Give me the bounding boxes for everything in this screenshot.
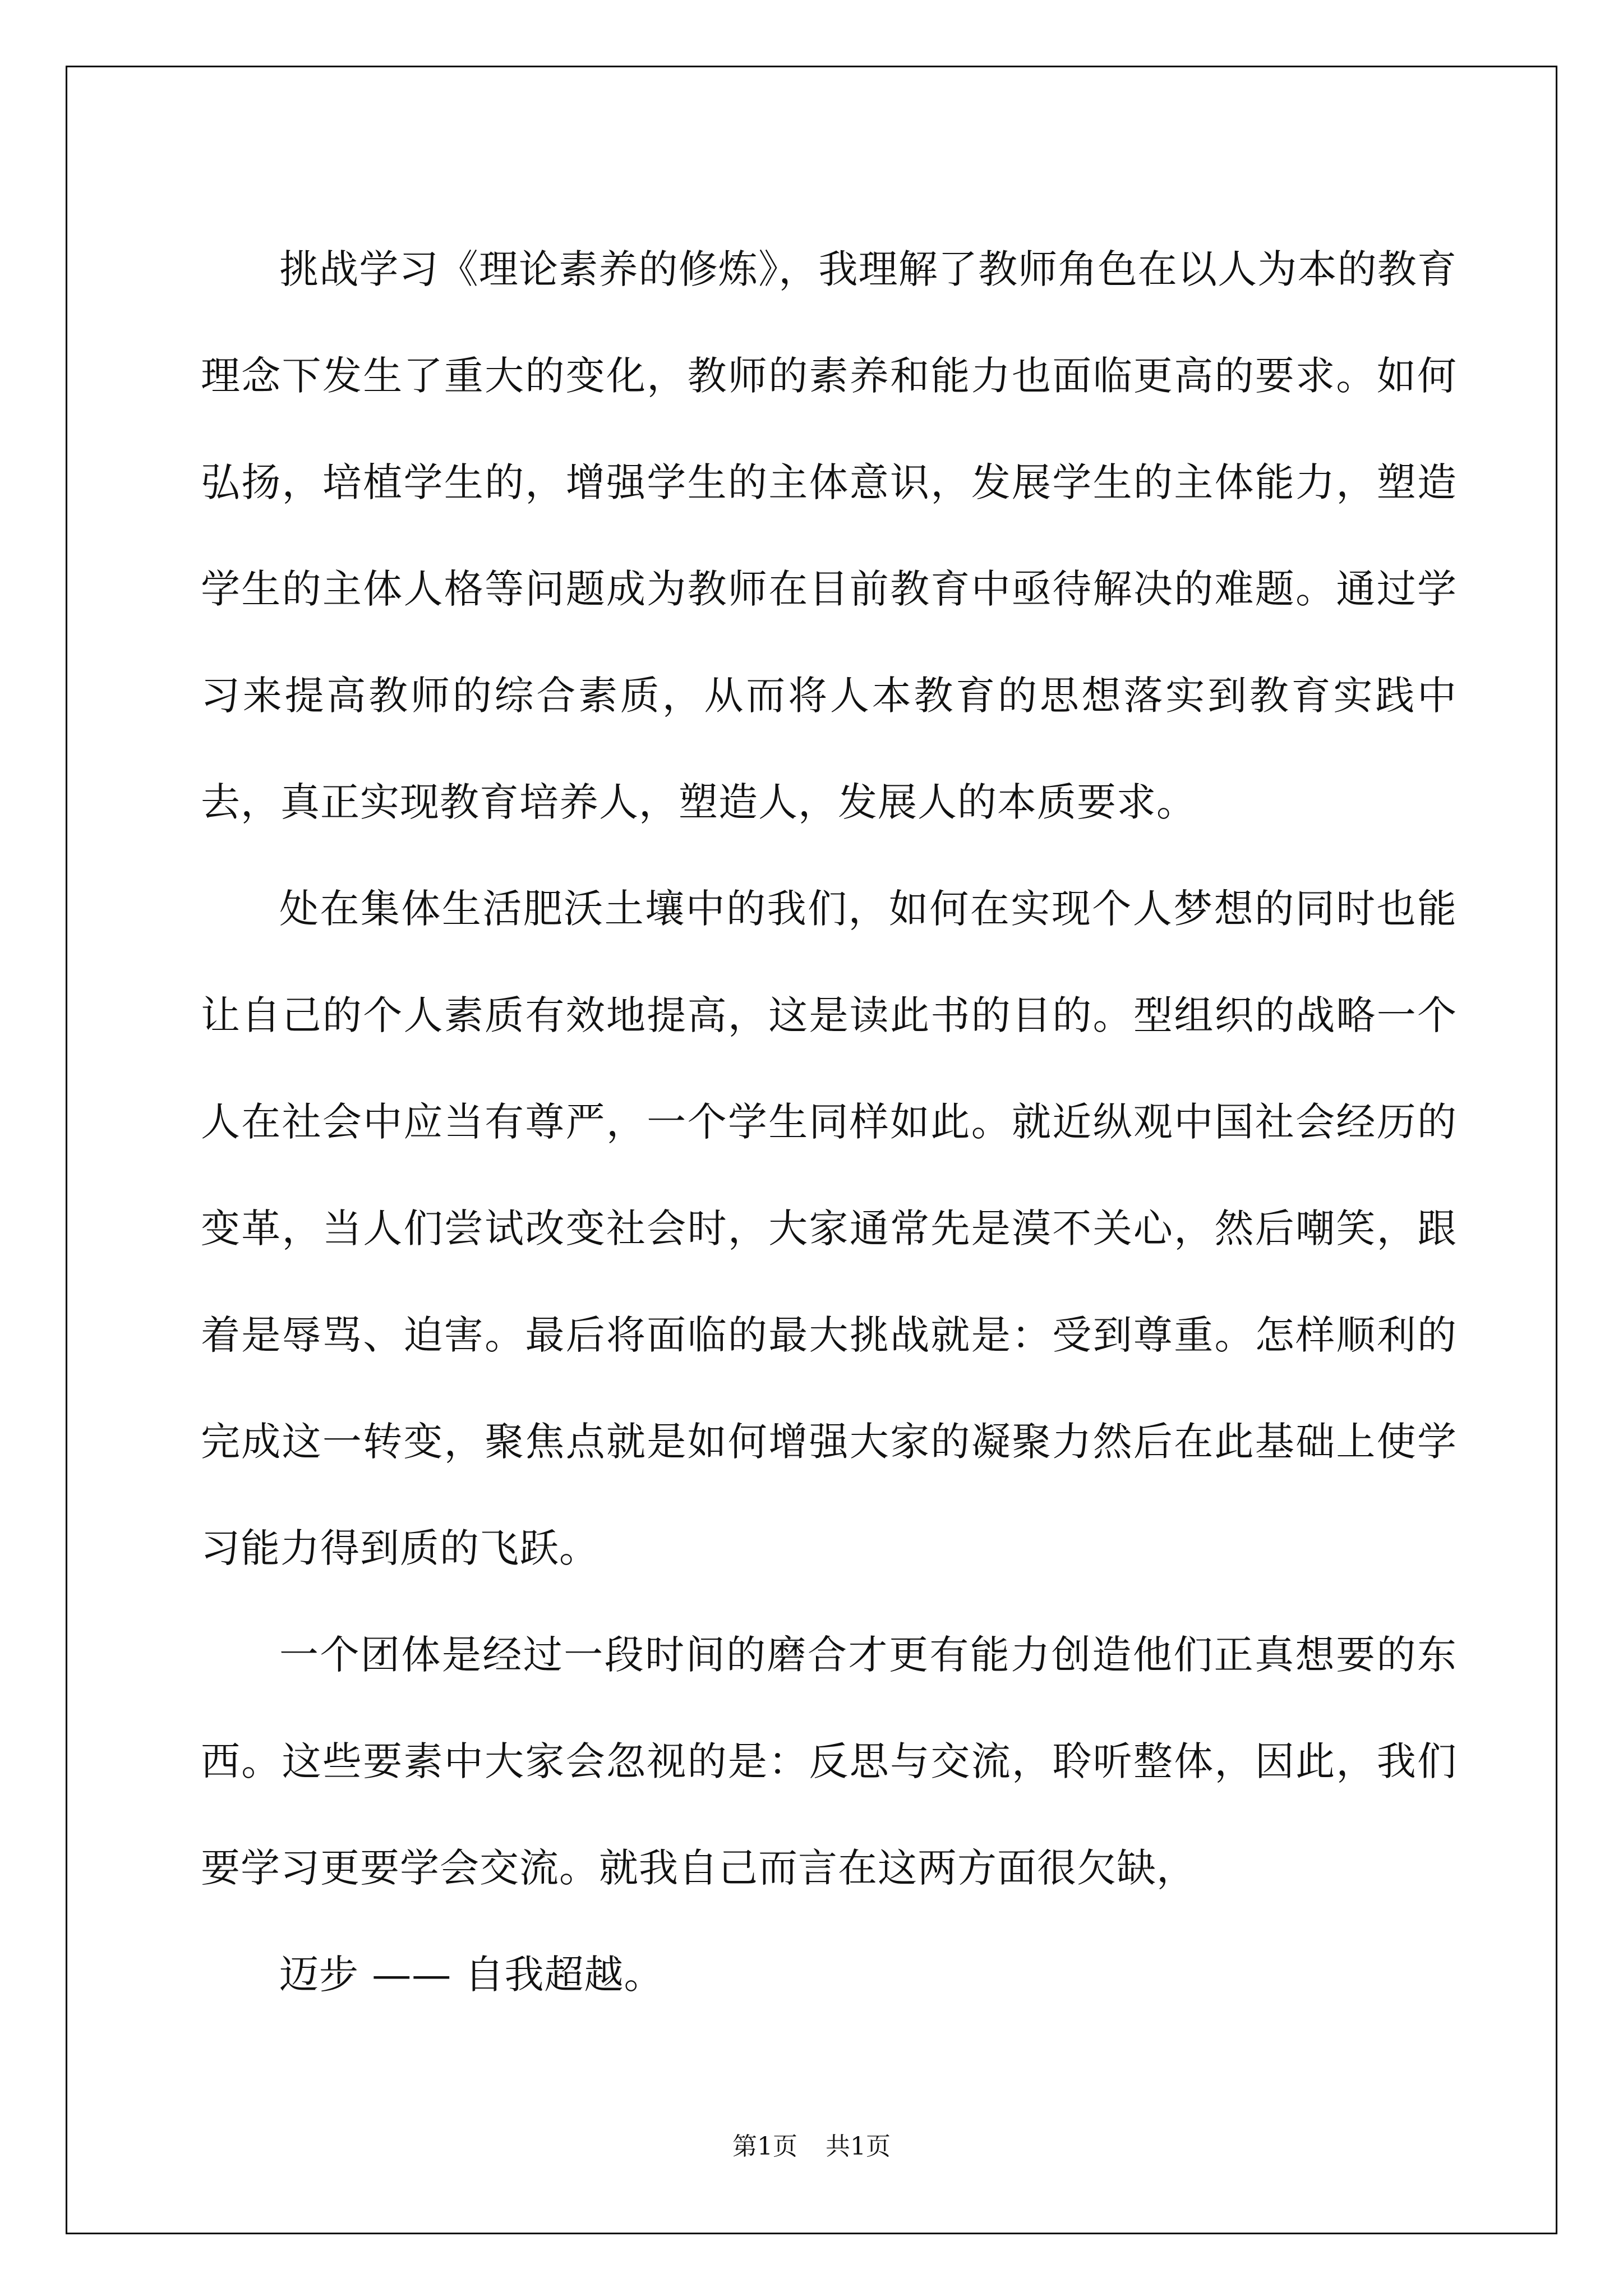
paragraph-3: 一个团体是经过一段时间的磨合才更有能力创造他们正真想要的东西。这些要素中大家会忽视的是：反思与交流，聆听整体，因此，我们要学习更要学会交流。就我自己而言在这两方面很欠缺，	[201, 1632, 1457, 1891]
page-number-total: 共1页	[826, 2132, 891, 2161]
document-body	[201, 216, 1457, 2028]
page-number-current: 第1页	[732, 2132, 797, 2161]
page-footer	[0, 2126, 1623, 2162]
paragraph-1: 挑战学习《理论素养的修炼》，我理解了教师角色在以人为本的教育理念下发生了重大的变化，教师的素养和能力也面临更高的要求。如何弘扬，培植学生的，增强学生的主体意识，发展学生的主体能力，塑造学生的主体人格等问题成为教师在目前教育中亟待解决的难题。通过学习来提高教师的综合素质，从而将人本教育的思想落实到教育实践中去，真正实现教育培养人，塑造人，发展人的本质要求。	[201, 246, 1457, 825]
paragraph-2: 处在集体生活肥沃土壤中的我们，如何在实现个人梦想的同时也能让自己的个人素质有效地提高，这是读此书的目的。型组织的战略一个人在社会中应当有尊严，一个学生同样如此。就近纵观中国社会经历的变革，当人们尝试改变社会时，大家通常先是漠不关心，然后嘲笑，跟着是辱骂、迫害。最后将面临的最大挑战就是：受到尊重。怎样顺利的完成这一转变，聚焦点就是如何增强大家的凝聚力然后在此基础上使学习能力得到质的飞跃。	[201, 886, 1457, 1571]
paragraph-4: 迈步 —— 自我超越。	[279, 1952, 664, 1998]
